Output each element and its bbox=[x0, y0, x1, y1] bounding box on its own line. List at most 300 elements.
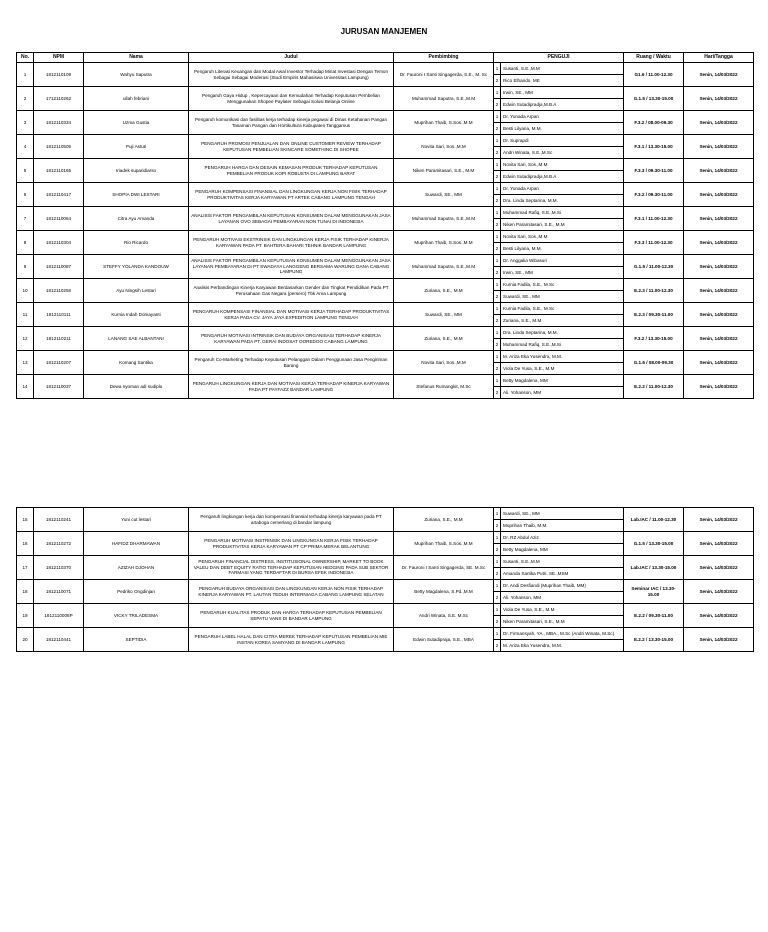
cell-no: 8 bbox=[17, 231, 34, 255]
penguji-name: Susanti, S.E.,M.M bbox=[503, 558, 540, 564]
cell-pembimbing: Muhammad Saputra, S.E.,M.M bbox=[394, 255, 494, 279]
cell-pembimbing: Suwardi, SE., MM bbox=[394, 303, 494, 327]
table-row bbox=[17, 327, 754, 351]
penguji-number: 2 bbox=[494, 99, 501, 110]
cell-nama: LANANG SAE ALBANTANI bbox=[84, 327, 189, 351]
penguji-number: 2 bbox=[494, 195, 501, 206]
cell-ruang: E.2.2 / 11.00-12.30 bbox=[624, 375, 684, 399]
cell-judul: Pengaruh komunikasi dan fasilitas kerja terhadap kinerja pegawai di Dinas Ketahanan Pangan Tanaman Pangan dan Hortikultura Kabupaten Tanggamus bbox=[189, 111, 394, 135]
cell-judul: PENGARUH FINANCIAL DISTRESS, INSTITUSIONAL OWNERSHIP, MARKET TO BOOK VALEU DAN DEBT EQUITY RATIO TERHADAP KEPUTUSAN HEDGING PADA SUB SEKTOR FARMASI YANG TERDAFTAR DI BURSA EFEK INDONESIA bbox=[189, 556, 394, 580]
cell-ruang: Lab.IAC / 11.00-12.30 bbox=[624, 508, 684, 532]
cell-no: 18 bbox=[17, 580, 34, 604]
cell-no: 10 bbox=[17, 279, 34, 303]
col-pembimbing: Pembimbing bbox=[394, 53, 494, 63]
cell-pembimbing: Suwardi, SE., MM bbox=[394, 183, 494, 207]
penguji-entry bbox=[494, 98, 623, 110]
table-row bbox=[17, 604, 754, 628]
penguji-entry bbox=[494, 159, 623, 170]
cell-no: 15 bbox=[17, 508, 34, 532]
cell-pembimbing: Andri Winata, S.E. M.Sc bbox=[394, 604, 494, 628]
penguji-number: 1 bbox=[494, 508, 501, 519]
cell-nama: SHOPIA DWI LESTARI bbox=[84, 183, 189, 207]
penguji-entry bbox=[494, 508, 623, 519]
penguji-number: 2 bbox=[494, 243, 501, 254]
penguji-entry bbox=[494, 556, 623, 567]
penguji-entry bbox=[494, 519, 623, 531]
cell-ruang: F.3.1 / 11.00-12.30 bbox=[624, 207, 684, 231]
cell-npm: 1812110334 bbox=[34, 111, 84, 135]
cell-nama: Puji Astuti bbox=[84, 135, 189, 159]
cell-penguji bbox=[494, 303, 624, 327]
cell-nama: Wahyu Saputra bbox=[84, 63, 189, 87]
cell-penguji bbox=[494, 183, 624, 207]
cell-npm: 1812110211 bbox=[34, 327, 84, 351]
penguji-name: Ali. Yohanson, MM bbox=[503, 594, 542, 600]
penguji-name: Novita Sari, Sos.,M.M bbox=[503, 233, 548, 239]
penguji-name: Muhammad Rafiq, S.E.,M.Si bbox=[503, 209, 561, 215]
penguji-name: Zuriana, S.E., M.M bbox=[503, 317, 542, 323]
cell-npm: 1812110272 bbox=[34, 532, 84, 556]
cell-pembimbing: Zuriana, S.E., M.M bbox=[394, 508, 494, 532]
cell-judul: PENGARUH KOMPENSASI FINANSIAL DAN LINGKUNGAN KERJA NON FISIK TERHADAP PRODUKTIVITAS KERJA KARYAWAN PT ARTEK CABANG LAMPUNG TENGAH bbox=[189, 183, 394, 207]
cell-penguji bbox=[494, 556, 624, 580]
cell-nama: Pedriko Ongdinjan bbox=[84, 580, 189, 604]
cell-hari: Senin, 14/03/2022 bbox=[684, 255, 754, 279]
cell-pembimbing: Muprihan Thaib, S.Sos.,M.M bbox=[394, 231, 494, 255]
penguji-name: Muhammad Rafiq, S.E.,M.Si bbox=[503, 341, 561, 347]
cell-judul: Pengaruh Gaya Hidup , Kepercayaan dan Kemudahan Terhadap Keputusan Pembelian Menggunakan Shopee Paylater Sebagai Solusi Belanja Online bbox=[189, 87, 394, 111]
penguji-name: Betty Magdalena, MM bbox=[503, 377, 548, 383]
penguji-name: Kurnia Fadila, S.E., M.Sc bbox=[503, 281, 555, 287]
penguji-name: Muprihan Thaib, M.M. bbox=[503, 522, 548, 528]
penguji-entry bbox=[494, 639, 623, 651]
table-row bbox=[17, 351, 754, 375]
cell-judul: ANALISIS FAKTOR PENGAMBILAN KEPUTUSAN KONSUMEN DALAM MENGGUNAKAN JASA LAYANAN PEMBAYARAN DI PT SWADAYA LANGGENG BERSAMA WARUNG DANA CABANG LAMPUNG bbox=[189, 255, 394, 279]
penguji-name: Dr. Firmansyah, YA., MBA., M.Sc (Andri Winata, M.Sc) bbox=[503, 630, 615, 636]
penguji-name: Dr. Anggalia Wibasuri bbox=[503, 257, 547, 263]
cell-pembimbing: Edwin Sutadipraja, S.E., MBA bbox=[394, 628, 494, 652]
penguji-entry bbox=[494, 146, 623, 158]
penguji-number: 2 bbox=[494, 616, 501, 627]
penguji-name: M. Ariza Eka Yusendra, M.M. bbox=[503, 642, 563, 648]
cell-hari: Senin, 14/03/2022 bbox=[684, 604, 754, 628]
penguji-entry bbox=[494, 532, 623, 543]
penguji-name: Irwin, SE., MM bbox=[503, 89, 533, 95]
cell-ruang: G.1.6 / 08.00-09.30 bbox=[624, 351, 684, 375]
cell-nama: STEFFY YOLANDA KANDOUW bbox=[84, 255, 189, 279]
cell-npm: 1812110370 bbox=[34, 556, 84, 580]
cell-npm: 1712110262 bbox=[34, 87, 84, 111]
table-row bbox=[17, 580, 754, 604]
table-row bbox=[17, 303, 754, 327]
penguji-number: 2 bbox=[494, 568, 501, 579]
cell-hari: Senin, 14/03/2022 bbox=[684, 556, 754, 580]
cell-pembimbing: Muprihan Thaib, S.Sos.,M.M bbox=[394, 532, 494, 556]
cell-ruang: Seminar IAC / 13.30-15.00 bbox=[624, 580, 684, 604]
cell-judul: Pengaruh lingkungan kerja dan kompensasi finansial terhadap kinerja karyawan pada PT artaboga cemerlang di bandar lampung bbox=[189, 508, 394, 532]
cell-judul: Pengaruh Literasi Keuangan dan Modal Awal Investor Terhadap Minat Investasi Dengan Temon Sebagai Sebagai Moderasi (Studi Empiris Mahasiswa Universitas Lampung) bbox=[189, 63, 394, 87]
penguji-name: Edwin Sutadipradja,M.B.A bbox=[503, 173, 557, 179]
penguji-name: Betty Magdalena, MM bbox=[503, 546, 548, 552]
penguji-entry bbox=[494, 591, 623, 603]
penguji-name: Suwardi, SE., MM bbox=[503, 510, 540, 516]
cell-no: 7 bbox=[17, 207, 34, 231]
penguji-entry bbox=[494, 628, 623, 639]
cell-penguji bbox=[494, 135, 624, 159]
cell-ruang: G.1.5 / 13.30-15.00 bbox=[624, 532, 684, 556]
cell-hari: Senin, 14/03/2022 bbox=[684, 375, 754, 399]
cell-penguji bbox=[494, 207, 624, 231]
cell-hari: Senin, 14/03/2022 bbox=[684, 63, 754, 87]
penguji-number: 1 bbox=[494, 183, 501, 194]
cell-penguji bbox=[494, 628, 624, 652]
schedule-table-continued bbox=[16, 507, 754, 652]
cell-pembimbing: Novita Sari, Sos.,M.M bbox=[394, 135, 494, 159]
cell-pembimbing: Muhammad Saputra, S.E.,M.M bbox=[394, 207, 494, 231]
cell-judul: Pengaruh Co-Marketing Terhadap Keputusan Pelanggan Dalam Penggunaan Jasa Pengiriman Barang bbox=[189, 351, 394, 375]
cell-npm: 1812110165 bbox=[34, 159, 84, 183]
cell-no: 19 bbox=[17, 604, 34, 628]
penguji-number: 1 bbox=[494, 159, 501, 170]
cell-nama: HAFIDZ DHARMAWAN bbox=[84, 532, 189, 556]
penguji-number: 2 bbox=[494, 171, 501, 182]
penguji-name: Dr. Yunada Arpan bbox=[503, 113, 539, 119]
cell-ruang: F.3.2 / 08.00-09.30 bbox=[624, 111, 684, 135]
penguji-entry bbox=[494, 111, 623, 122]
cell-ruang: G1.6 / 11.00-12.30 bbox=[624, 63, 684, 87]
cell-hari: Senin, 14/03/2022 bbox=[684, 303, 754, 327]
cell-no: 9 bbox=[17, 255, 34, 279]
penguji-number: 1 bbox=[494, 532, 501, 543]
cell-npm: 1812110109 bbox=[34, 63, 84, 87]
cell-no: 3 bbox=[17, 111, 34, 135]
penguji-entry bbox=[494, 87, 623, 98]
cell-hari: Senin, 14/03/2022 bbox=[684, 351, 754, 375]
penguji-number: 1 bbox=[494, 135, 501, 146]
penguji-entry bbox=[494, 338, 623, 350]
cell-hari: Senin, 14/03/2022 bbox=[684, 231, 754, 255]
penguji-name: Viola De Yusa, S.E., M.M bbox=[503, 606, 555, 612]
penguji-entry bbox=[494, 170, 623, 182]
cell-nama: VICKY TRILADESMA bbox=[84, 604, 189, 628]
cell-npm: 1812110505 bbox=[34, 135, 84, 159]
cell-no: 1 bbox=[17, 63, 34, 87]
penguji-entry bbox=[494, 242, 623, 254]
penguji-entry bbox=[494, 279, 623, 290]
table-row bbox=[17, 532, 754, 556]
cell-hari: Senin, 14/03/2022 bbox=[684, 159, 754, 183]
col-no: No. bbox=[17, 53, 34, 63]
penguji-entry bbox=[494, 194, 623, 206]
penguji-name: Amanda Sartika Putri. SE.,MSM bbox=[503, 570, 569, 576]
table-row bbox=[17, 255, 754, 279]
cell-ruang: Lab.IAC / 13.30-15.00 bbox=[624, 556, 684, 580]
cell-judul: PENGARUH LABEL HALAL DAN CITRA MEREK TERHADAP KEPUTUSAN PEMBELIAN MIE INSTAN KOREA SAMYANG DI BANDAR LAMPUNG bbox=[189, 628, 394, 652]
cell-hari: Senin, 14/03/2022 bbox=[684, 327, 754, 351]
penguji-number: 1 bbox=[494, 604, 501, 615]
table-row bbox=[17, 159, 754, 183]
cell-no: 4 bbox=[17, 135, 34, 159]
cell-hari: Senin, 14/03/2022 bbox=[684, 135, 754, 159]
penguji-name: Irwin, SE., MM bbox=[503, 269, 533, 275]
penguji-number: 1 bbox=[494, 628, 501, 639]
penguji-entry bbox=[494, 615, 623, 627]
cell-npm: 1812110037 bbox=[34, 375, 84, 399]
cell-nama: SEPTIDIA bbox=[84, 628, 189, 652]
cell-pembimbing: Betty Magdalena, S.Pd.,M.M bbox=[394, 580, 494, 604]
penguji-name: Besti Lilyana, M.M. bbox=[503, 125, 542, 131]
schedule-table bbox=[16, 52, 754, 399]
table-row bbox=[17, 556, 754, 580]
cell-nama: AZIZAH DJOHAN bbox=[84, 556, 189, 580]
penguji-number: 2 bbox=[494, 147, 501, 158]
penguji-name: Andri Winata, S.E.,M.Sc bbox=[503, 149, 553, 155]
cell-judul: PENGARUH KUALITAS PRODUK DAN HARGA TERHADAP KEPUTUSAN PEMBELIAN SEPATU VANS DI BANDAR LAMPUNG bbox=[189, 604, 394, 628]
cell-npm: 1812110256 bbox=[34, 279, 84, 303]
cell-hari: Senin, 14/03/2022 bbox=[684, 628, 754, 652]
cell-penguji bbox=[494, 508, 624, 532]
penguji-number: 1 bbox=[494, 375, 501, 386]
penguji-number: 2 bbox=[494, 640, 501, 651]
penguji-entry bbox=[494, 362, 623, 374]
penguji-entry bbox=[494, 218, 623, 230]
cell-nama: Kurnia Indah Domayanti bbox=[84, 303, 189, 327]
cell-ruang: F.3.2 / 09.30-11.00 bbox=[624, 183, 684, 207]
table-row bbox=[17, 508, 754, 532]
cell-judul: PENGARUH LINGKUNGAN KERJA DAN MOTIVASI KERJA TERHADAP KINERJA KARYAWAN PADA PT PAYFAZZ BANDAR LAMPUNG bbox=[189, 375, 394, 399]
cell-npm: 1812110207 bbox=[34, 351, 84, 375]
penguji-entry bbox=[494, 122, 623, 134]
penguji-name: Suwardi, SE., MM bbox=[503, 293, 540, 299]
cell-penguji bbox=[494, 327, 624, 351]
penguji-number: 1 bbox=[494, 351, 501, 362]
cell-judul: PENGARUH KOMPENSASI FINANSIAL DAN MOTIVASI KERJA TERHADAP PRODUKTIVITAS KERJA PADA CV. JAYA JAYA EXPEDITION LAMPUNG TENGAH bbox=[189, 303, 394, 327]
cell-pembimbing: Stefanus Rumangkit, M.Sc bbox=[394, 375, 494, 399]
cell-no: 6 bbox=[17, 183, 34, 207]
col-judul: Judul bbox=[189, 53, 394, 63]
penguji-name: Viola De Yusa, S.E., M.M bbox=[503, 365, 555, 371]
penguji-entry bbox=[494, 351, 623, 362]
table-row bbox=[17, 207, 754, 231]
penguji-entry bbox=[494, 543, 623, 555]
penguji-name: Dr. Yunada Arpan bbox=[503, 185, 539, 191]
cell-judul: PENGARUH MOTIVASI EKSTRINSIK DAN LINGKUNGAN KERJA FISIK TERHADAP KINERJA KARYAWAN PADA PT. BAHTERA BAHARI TEHNIK BANDAR LAMPUNG bbox=[189, 231, 394, 255]
penguji-entry bbox=[494, 231, 623, 242]
penguji-entry bbox=[494, 567, 623, 579]
penguji-name: Ali. Yohanson, MM bbox=[503, 389, 542, 395]
penguji-name: Kurnia Fadila, S.E., M.Sc bbox=[503, 305, 555, 311]
col-npm: NPM bbox=[34, 53, 84, 63]
cell-ruang: F.3.3 / 11.00-12.30 bbox=[624, 231, 684, 255]
cell-hari: Senin, 14/03/2022 bbox=[684, 532, 754, 556]
cell-no: 2 bbox=[17, 87, 34, 111]
penguji-number: 1 bbox=[494, 87, 501, 98]
cell-nama: Ayu Ningsih Lestari bbox=[84, 279, 189, 303]
cell-no: 14 bbox=[17, 375, 34, 399]
penguji-number: 1 bbox=[494, 303, 501, 314]
cell-pembimbing: Dr. Fauroni I Santi Singagerda, S.E., M. Sc bbox=[394, 63, 494, 87]
cell-no: 13 bbox=[17, 351, 34, 375]
penguji-number: 1 bbox=[494, 255, 501, 266]
col-nama: Nama bbox=[84, 53, 189, 63]
penguji-entry bbox=[494, 375, 623, 386]
penguji-number: 2 bbox=[494, 123, 501, 134]
penguji-number: 2 bbox=[494, 339, 501, 350]
cell-ruang: E.2.2 / 09.30-11.00 bbox=[624, 604, 684, 628]
col-ruang: Ruang / Waktu bbox=[624, 53, 684, 63]
cell-npm: 1812110417 bbox=[34, 183, 84, 207]
cell-penguji bbox=[494, 255, 624, 279]
penguji-entry bbox=[494, 135, 623, 146]
table-row bbox=[17, 375, 754, 399]
cell-npm: 1812110071 bbox=[34, 580, 84, 604]
penguji-number: 2 bbox=[494, 520, 501, 531]
penguji-name: Dr. Andi Desfiandi (Muprihan Thaib, MM) bbox=[503, 582, 586, 588]
cell-ruang: F.3.2 / 13.30-15.00 bbox=[624, 327, 684, 351]
cell-hari: Senin, 14/03/2022 bbox=[684, 207, 754, 231]
cell-npm: 1812110111 bbox=[34, 303, 84, 327]
cell-judul: PENGARUH MOTIVASI INTRINSIK DAN BUDAYA ORGANISASI TERHADAP KINERJA KARYAWAN PADA PT. GERAI INDOSAT OOREDOO CABANG LAMPUNG bbox=[189, 327, 394, 351]
penguji-number: 2 bbox=[494, 291, 501, 302]
penguji-entry bbox=[494, 74, 623, 86]
table-row bbox=[17, 111, 754, 135]
table-row bbox=[17, 87, 754, 111]
cell-no: 17 bbox=[17, 556, 34, 580]
penguji-name: Susanti, S.E.,M.M bbox=[503, 65, 540, 71]
penguji-number: 1 bbox=[494, 556, 501, 567]
penguji-entry bbox=[494, 314, 623, 326]
penguji-entry bbox=[494, 580, 623, 591]
penguji-entry bbox=[494, 183, 623, 194]
cell-penguji bbox=[494, 63, 624, 87]
cell-penguji bbox=[494, 159, 624, 183]
penguji-number: 2 bbox=[494, 75, 501, 86]
cell-no: 16 bbox=[17, 532, 34, 556]
penguji-entry bbox=[494, 386, 623, 398]
cell-pembimbing: Zuriana, S.E., M.M bbox=[394, 279, 494, 303]
penguji-entry bbox=[494, 604, 623, 615]
cell-judul: PENGARUH PROMOSI PENJUALAN DAN ONLINE CUSTOMER REVIEW TERHADAP KEPUTUSAN PEMBELIAN SKINCARE SOMETHINC DI SHOPEE bbox=[189, 135, 394, 159]
table-row bbox=[17, 63, 754, 87]
cell-hari: Senin, 14/03/2022 bbox=[684, 279, 754, 303]
penguji-name: Dr. Suprapdi bbox=[503, 137, 529, 143]
cell-ruang: E.2.3 / 09.30-11.00 bbox=[624, 303, 684, 327]
penguji-number: 1 bbox=[494, 580, 501, 591]
cell-nama: Dewa nyoman adi sudiplo bbox=[84, 375, 189, 399]
cell-penguji bbox=[494, 351, 624, 375]
penguji-entry bbox=[494, 303, 623, 314]
cell-penguji bbox=[494, 231, 624, 255]
cell-npm: 1812110087 bbox=[34, 255, 84, 279]
cell-ruang: F.3.1 / 13.30-15.00 bbox=[624, 135, 684, 159]
page-title: JURUSAN MANJEMEN bbox=[340, 27, 428, 36]
cell-hari: Senin, 14/03/2022 bbox=[684, 183, 754, 207]
penguji-entry bbox=[494, 266, 623, 278]
cell-nama: Rio Ricardo bbox=[84, 231, 189, 255]
cell-pembimbing: Muhammad Saputra, S.E.,M.M bbox=[394, 87, 494, 111]
penguji-number: 1 bbox=[494, 231, 501, 242]
table-row bbox=[17, 628, 754, 652]
penguji-name: Niken Paramitasari, S.E., M.M bbox=[503, 221, 565, 227]
header-row bbox=[17, 53, 754, 63]
cell-judul: PENGARUH MOTIVASI INSTRINSIK DAN LINGKUNGAN KERJA FISIK TERHADAP PRODUKTIVITAS KERJA KARYAWAN PT CP PRIMA MERAK BELANTUNG bbox=[189, 532, 394, 556]
cell-npm: 1812110304 bbox=[34, 231, 84, 255]
table-row bbox=[17, 279, 754, 303]
cell-nama: Yuni cut lestari bbox=[84, 508, 189, 532]
cell-hari: Senin, 14/03/2022 bbox=[684, 580, 754, 604]
cell-penguji bbox=[494, 604, 624, 628]
penguji-entry bbox=[494, 255, 623, 266]
cell-penguji bbox=[494, 279, 624, 303]
penguji-number: 2 bbox=[494, 267, 501, 278]
penguji-name: M. Ariza Eka Yusendra, M.M. bbox=[503, 353, 563, 359]
cell-nama: Iriadek suparidiarso bbox=[84, 159, 189, 183]
cell-nama: Uzma Gustia bbox=[84, 111, 189, 135]
cell-penguji bbox=[494, 87, 624, 111]
penguji-number: 2 bbox=[494, 387, 501, 398]
cell-npm: 1812110064 bbox=[34, 207, 84, 231]
cell-no: 11 bbox=[17, 303, 34, 327]
cell-penguji bbox=[494, 580, 624, 604]
cell-penguji bbox=[494, 532, 624, 556]
cell-ruang: E.2.2 / 13.30-15.00 bbox=[624, 628, 684, 652]
penguji-name: Dra. Linda Septarina, M.M. bbox=[503, 329, 558, 335]
penguji-entry bbox=[494, 290, 623, 302]
cell-judul: Analisis Perbandingan Kinerja Karyawan Berdasarkan Gender dan Tingkat Pendidikan Pada PT Perusahaan Gas Negara (persero) Tbk Area Lampung bbox=[189, 279, 394, 303]
penguji-name: Rico Elhando, ME bbox=[503, 77, 540, 83]
penguji-name: Niken Paramitasari, S.E., M.M bbox=[503, 618, 565, 624]
cell-npm: 1812110441 bbox=[34, 628, 84, 652]
cell-nama: Citra Ayu Amanda bbox=[84, 207, 189, 231]
cell-no: 20 bbox=[17, 628, 34, 652]
cell-judul: PENGARUH HARGA DAN DESAIN KEMASAN PRODUK TERHADAP KEPUTUSAN PEMBELIAN PRODUK KOPI ROBUSTA DI LAMPUNG BARAT bbox=[189, 159, 394, 183]
penguji-name: Dr. RZ Abdul Aziz bbox=[503, 534, 539, 540]
penguji-number: 2 bbox=[494, 315, 501, 326]
table-row bbox=[17, 183, 754, 207]
penguji-number: 2 bbox=[494, 219, 501, 230]
penguji-number: 1 bbox=[494, 111, 501, 122]
penguji-number: 2 bbox=[494, 544, 501, 555]
cell-npm: 1812110241 bbox=[34, 508, 84, 532]
penguji-number: 1 bbox=[494, 279, 501, 290]
cell-pembimbing: Muprihan Thaib, S.Sos.,M.M bbox=[394, 111, 494, 135]
penguji-name: Besti Lilyana, M.M. bbox=[503, 245, 542, 251]
penguji-number: 1 bbox=[494, 327, 501, 338]
cell-pembimbing: Dr. Fauroni I Santi Singagerda, SE. M.Sc bbox=[394, 556, 494, 580]
cell-pembimbing: Niken Paramitasari, S.E., M.M bbox=[394, 159, 494, 183]
penguji-entry bbox=[494, 207, 623, 218]
cell-nama: ullah febriani bbox=[84, 87, 189, 111]
cell-ruang: E.2.3 / 11.00-12.30 bbox=[624, 279, 684, 303]
cell-npm: 1812110008P bbox=[34, 604, 84, 628]
cell-pembimbing: Novita Sari, Sos.,M.M bbox=[394, 351, 494, 375]
penguji-number: 1 bbox=[494, 63, 501, 74]
cell-pembimbing: Zuriana, S.E., M.M bbox=[394, 327, 494, 351]
cell-penguji bbox=[494, 111, 624, 135]
penguji-number: 2 bbox=[494, 363, 501, 374]
cell-hari: Senin, 14/03/2022 bbox=[684, 508, 754, 532]
penguji-number: 2 bbox=[494, 592, 501, 603]
table-row bbox=[17, 135, 754, 159]
cell-hari: Senin, 14/03/2022 bbox=[684, 87, 754, 111]
cell-ruang: F.3.3 / 09.30-11.00 bbox=[624, 159, 684, 183]
col-hari: Hari/Tangga bbox=[684, 53, 754, 63]
penguji-name: Novita Sari, Sos.,M.M bbox=[503, 161, 548, 167]
cell-judul: ANALISIS FAKTOR PENGAMBILAN KEPUTUSAN KONSUMEN DALAM MENGGUNAKAN JASA LAYANAN OVO SEBAGAI PEMBAYARAN NON TUNAI DI INDONESIA bbox=[189, 207, 394, 231]
cell-hari: Senin, 14/03/2022 bbox=[684, 111, 754, 135]
penguji-number: 1 bbox=[494, 207, 501, 218]
cell-judul: PENGARUH BUDAYA ORGANISASI DAN LINGKUNGAN KERJA NON FISIK TERHADAP KINERJA KARYAWAN PT. LAUTAN TEDUH INTERNIAGA CABANG LAMPUNG SELATAN bbox=[189, 580, 394, 604]
